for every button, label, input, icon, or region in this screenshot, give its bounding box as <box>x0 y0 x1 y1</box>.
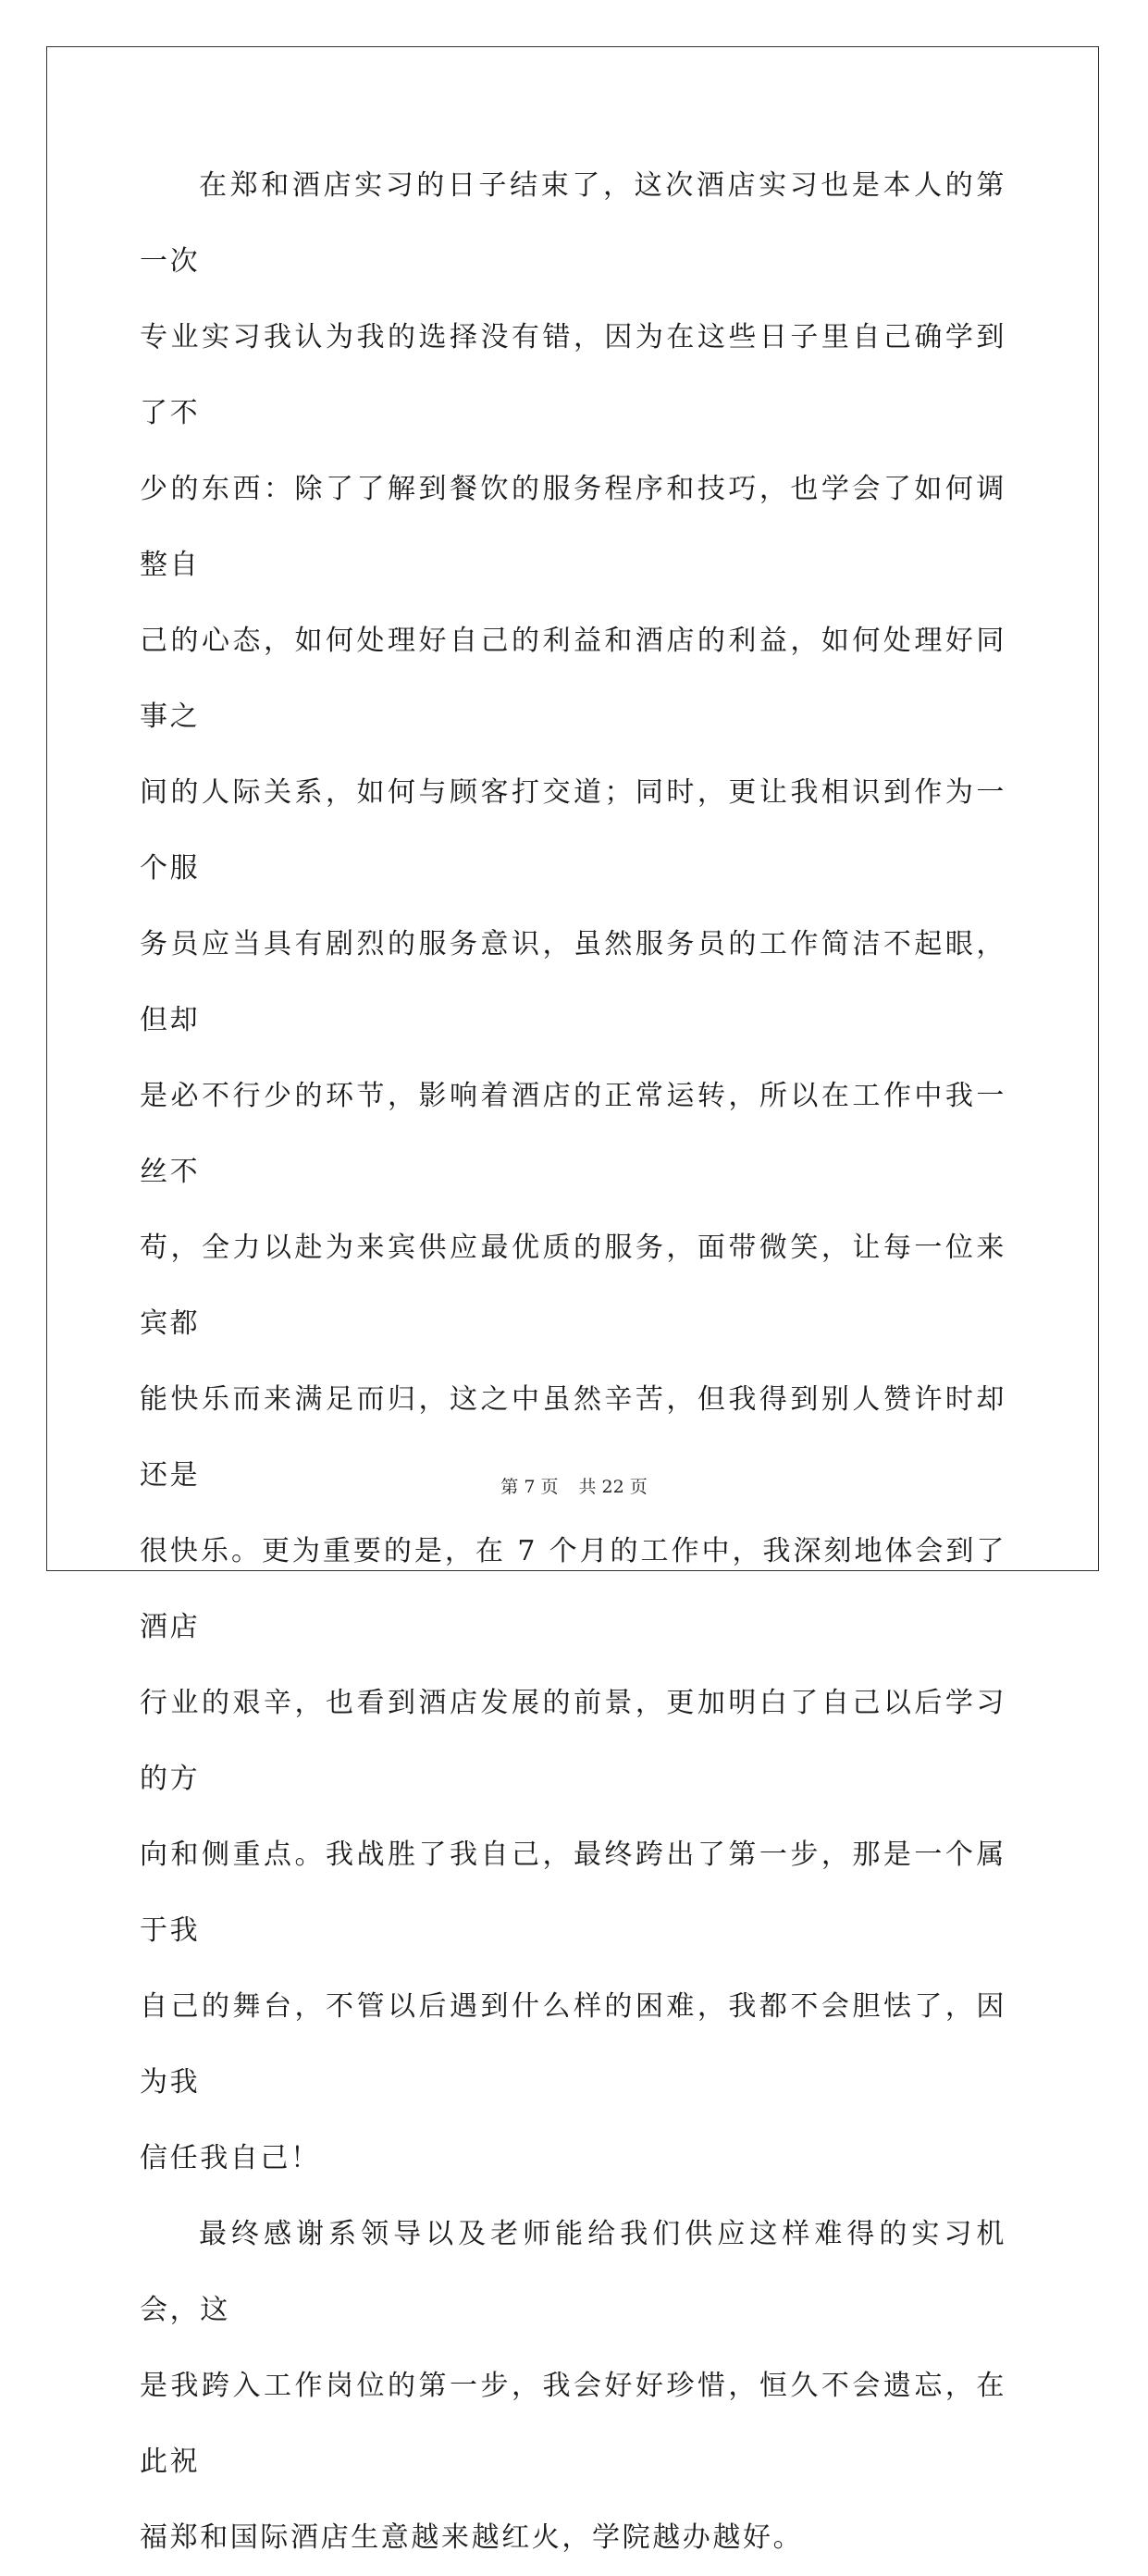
paragraph-2: 最终感谢系领导以及老师能给我们供应这样难得的实习机会，这 是我跨入工作岗位的第一步，我会好好珍惜，恒久不会遗忘，在此祝 福郑和国际酒店生意越来越红火，学院越办越好。 <box>140 2218 1006 2554</box>
paragraph-1: 在郑和酒店实习的日子结束了，这次酒店实习也是本人的第一次 专业实习我认为我的选择没有错，因为在这些日子里自己确学到了不 少的东西：除了了解到餐饮的服务程序和技巧，也学会了如何调整自 己的心态，如何处理好自己的利益和酒店的利益，如何处理好同事之 间的人际关系，如何与顾客打交道；同时，更让我相识到作为一个服 务员应当具有剧烈的服务意识，虽然服务员的工作简洁不起眼，但却 是必不行少的环节，影响着酒店的正常运转，所以在工作中我一丝不 苟，全力以赴为来宾供应最优质的服务，面带微笑，让每一位来宾都 能快乐而来满足而归，这之中虽然辛苦，但我得到别人赞许时却还是 很快乐。更为重要的是，在 7 个月的工作中，我深刻地体会到了酒店 行业的艰辛，也看到酒店发展的前景，更加明白了自己以后学习的方 向和侧重点。我战胜了我自己，最终跨出了第一步，那是一个属于我 自己的舞台，不管以后遇到什么样的困难，我都不会胆怯了，因为我 信任我自己！ <box>140 169 1006 2174</box>
page-number-total: 共 22 页 <box>578 1477 648 1497</box>
page-footer <box>0 1473 1148 1498</box>
document-body <box>140 148 1006 2576</box>
page-number-current: 第 7 页 <box>500 1477 559 1497</box>
